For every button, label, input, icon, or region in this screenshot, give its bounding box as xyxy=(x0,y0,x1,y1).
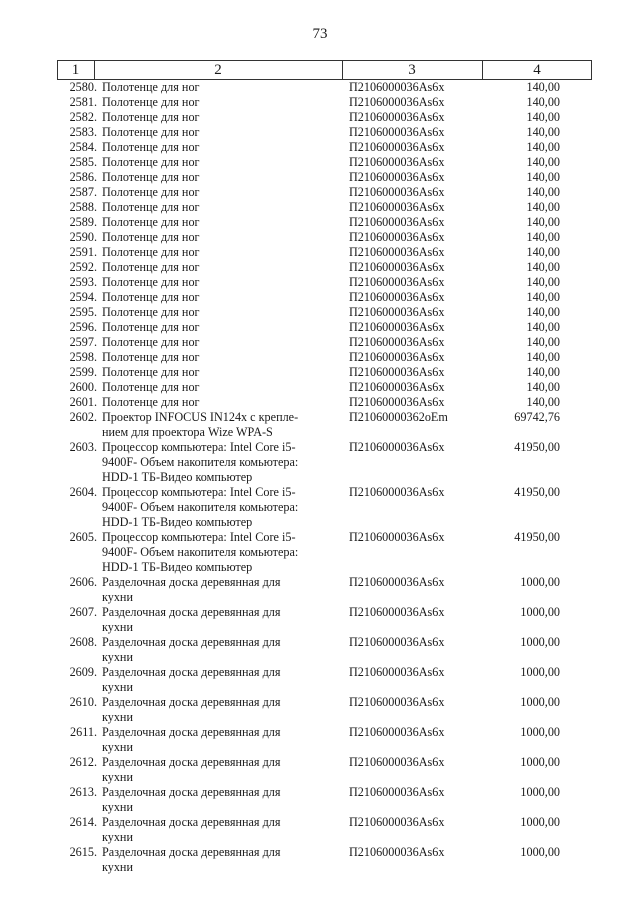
item-name-line: HDD-1 ТБ-Видео компьютер xyxy=(102,515,253,529)
row-number: 2582. xyxy=(69,110,97,124)
row-number: 2595. xyxy=(69,305,97,319)
row-number: 2609. xyxy=(69,665,97,679)
item-name-line: Полотенце для ног xyxy=(102,305,200,319)
row-number: 2602. xyxy=(69,410,97,424)
item-name xyxy=(102,95,322,110)
inventory-code: П2106000036Аs6x xyxy=(349,320,445,334)
table-row xyxy=(57,335,592,350)
header-col-2: 2 xyxy=(214,62,222,78)
item-name-line: Полотенце для ног xyxy=(102,320,200,334)
item-name-line: Полотенце для ног xyxy=(102,290,200,304)
item-name-line: Разделочная доска деревянная для xyxy=(102,695,281,709)
row-number: 2608. xyxy=(69,635,97,649)
page-number: 73 xyxy=(312,26,328,42)
item-value: 140,00 xyxy=(526,260,560,274)
item-value: 140,00 xyxy=(526,290,560,304)
item-name-line: Проектор INFOCUS IN124x с крепле- xyxy=(102,410,299,424)
item-value: 69742,76 xyxy=(514,410,560,424)
item-name-line: Полотенце для ног xyxy=(102,110,200,124)
row-number: 2603. xyxy=(69,440,97,454)
table-row xyxy=(57,125,592,140)
row-number: 2593. xyxy=(69,275,97,289)
item-name xyxy=(102,110,322,125)
row-number: 2580. xyxy=(69,80,97,94)
item-name xyxy=(102,605,322,635)
inventory-code: П2106000036Аs6x xyxy=(349,80,445,94)
inventory-code: П2106000036Аs6x xyxy=(349,725,445,739)
item-name-line: Полотенце для ног xyxy=(102,395,200,409)
item-value: 140,00 xyxy=(526,365,560,379)
inventory-code: П2106000036Аs6x xyxy=(349,605,445,619)
item-name-line: Процессор компьютера: Intel Core i5- xyxy=(102,530,296,544)
item-name xyxy=(102,695,322,725)
item-value: 140,00 xyxy=(526,200,560,214)
item-value: 1000,00 xyxy=(520,815,560,829)
item-value: 140,00 xyxy=(526,380,560,394)
row-number: 2589. xyxy=(69,215,97,229)
table-row xyxy=(57,725,592,755)
inventory-code: П2106000036Аs6x xyxy=(349,275,445,289)
item-name xyxy=(102,290,322,305)
table-row xyxy=(57,95,592,110)
table-row xyxy=(57,395,592,410)
table-row xyxy=(57,815,592,845)
row-number: 2584. xyxy=(69,140,97,154)
header-col-4: 4 xyxy=(533,62,541,78)
item-value: 41950,00 xyxy=(514,440,560,454)
item-value: 41950,00 xyxy=(514,485,560,499)
table-row xyxy=(57,755,592,785)
item-name xyxy=(102,155,322,170)
inventory-code: П2106000036Аs6x xyxy=(349,575,445,589)
table-row xyxy=(57,605,592,635)
inventory-code: П2106000036Аs6x xyxy=(349,110,445,124)
item-value: 140,00 xyxy=(526,395,560,409)
header-col-3: 3 xyxy=(408,62,416,78)
inventory-code: П2106000036Аs6x xyxy=(349,95,445,109)
table-row xyxy=(57,440,592,485)
item-name-line: Полотенце для ног xyxy=(102,380,200,394)
table-row xyxy=(57,230,592,245)
inventory-code: П2106000036Аs6x xyxy=(349,635,445,649)
inventory-code: П2106000036Аs6x xyxy=(349,695,445,709)
inventory-code: П2106000036Аs6x xyxy=(349,185,445,199)
item-name xyxy=(102,665,322,695)
item-value: 1000,00 xyxy=(520,785,560,799)
item-name-line: Разделочная доска деревянная для xyxy=(102,575,281,589)
table-row xyxy=(57,290,592,305)
item-value: 140,00 xyxy=(526,95,560,109)
item-value: 1000,00 xyxy=(520,695,560,709)
item-value: 41950,00 xyxy=(514,530,560,544)
row-number: 2581. xyxy=(69,95,97,109)
row-number: 2596. xyxy=(69,320,97,334)
row-number: 2597. xyxy=(69,335,97,349)
inventory-code: П2106000036Аs6x xyxy=(349,140,445,154)
item-name-line: Разделочная доска деревянная для xyxy=(102,665,281,679)
item-name-line: Процессор компьютера: Intel Core i5- xyxy=(102,485,296,499)
inventory-code: П2106000036Аs6x xyxy=(349,845,445,859)
item-name-line: Полотенце для ног xyxy=(102,125,200,139)
item-value: 140,00 xyxy=(526,125,560,139)
item-name xyxy=(102,215,322,230)
row-number: 2601. xyxy=(69,395,97,409)
row-number: 2586. xyxy=(69,170,97,184)
table-row xyxy=(57,170,592,185)
row-number: 2610. xyxy=(69,695,97,709)
row-number: 2591. xyxy=(69,245,97,259)
item-name-line: Разделочная доска деревянная для xyxy=(102,635,281,649)
inventory-code: П2106000036Аs6x xyxy=(349,230,445,244)
item-name xyxy=(102,335,322,350)
item-value: 140,00 xyxy=(526,335,560,349)
item-name xyxy=(102,275,322,290)
item-value: 140,00 xyxy=(526,350,560,364)
inventory-code: П2106000036Аs6x xyxy=(349,785,445,799)
item-name-line: кухни xyxy=(102,590,133,604)
item-name-line: кухни xyxy=(102,830,133,844)
item-value: 140,00 xyxy=(526,140,560,154)
inventory-code: П2106000036Аs6x xyxy=(349,350,445,364)
inventory-code: П2106000036Аs6x xyxy=(349,245,445,259)
item-value: 140,00 xyxy=(526,185,560,199)
inventory-code: П21060000362оЕm xyxy=(349,410,448,424)
row-number: 2607. xyxy=(69,605,97,619)
table-row xyxy=(57,845,592,875)
item-value: 1000,00 xyxy=(520,605,560,619)
item-name-line: кухни xyxy=(102,800,133,814)
row-number: 2611. xyxy=(70,725,97,739)
item-name xyxy=(102,125,322,140)
table-row xyxy=(57,410,592,440)
item-name xyxy=(102,170,322,185)
item-name xyxy=(102,380,322,395)
inventory-code: П2106000036Аs6x xyxy=(349,530,445,544)
header-col-1: 1 xyxy=(71,62,80,78)
item-name xyxy=(102,200,322,215)
inventory-code: П2106000036Аs6x xyxy=(349,200,445,214)
row-number: 2604. xyxy=(69,485,97,499)
item-value: 140,00 xyxy=(526,320,560,334)
item-name-line: Полотенце для ног xyxy=(102,365,200,379)
inventory-code: П2106000036Аs6x xyxy=(349,395,445,409)
item-name-line: Разделочная доска деревянная для xyxy=(102,725,281,739)
item-name xyxy=(102,140,322,155)
table-row xyxy=(57,380,592,395)
table-row xyxy=(57,275,592,290)
item-name xyxy=(102,320,322,335)
item-name-line: Полотенце для ног xyxy=(102,140,200,154)
item-name-line: Разделочная доска деревянная для xyxy=(102,785,281,799)
item-value: 1000,00 xyxy=(520,665,560,679)
row-number: 2588. xyxy=(69,200,97,214)
inventory-code: П2106000036Аs6x xyxy=(349,815,445,829)
item-name xyxy=(102,260,322,275)
table-row xyxy=(57,485,592,530)
inventory-code: П2106000036Аs6x xyxy=(349,125,445,139)
item-value: 140,00 xyxy=(526,170,560,184)
table-row xyxy=(57,530,592,575)
row-number: 2585. xyxy=(69,155,97,169)
item-name xyxy=(102,725,322,755)
item-name-line: Полотенце для ног xyxy=(102,155,200,169)
item-name xyxy=(102,635,322,665)
row-number: 2606. xyxy=(69,575,97,589)
item-name-line: Полотенце для ног xyxy=(102,245,200,259)
row-number: 2592. xyxy=(69,260,97,274)
item-name-line: Процессор компьютера: Intel Core i5- xyxy=(102,440,296,454)
item-name xyxy=(102,350,322,365)
inventory-code: П2106000036Аs6x xyxy=(349,170,445,184)
item-name-line: Полотенце для ног xyxy=(102,95,200,109)
item-value: 140,00 xyxy=(526,110,560,124)
table-header xyxy=(57,60,592,80)
inventory-code: П2106000036Аs6x xyxy=(349,215,445,229)
inventory-code: П2106000036Аs6x xyxy=(349,485,445,499)
inventory-code: П2106000036Аs6x xyxy=(349,260,445,274)
row-number: 2583. xyxy=(69,125,97,139)
inventory-code: П2106000036Аs6x xyxy=(349,380,445,394)
item-name-line: Полотенце для ног xyxy=(102,275,200,289)
item-name xyxy=(102,185,322,200)
item-name-line: Полотенце для ног xyxy=(102,80,200,94)
item-name-line: Полотенце для ног xyxy=(102,260,200,274)
item-name-line: Разделочная доска деревянная для xyxy=(102,755,281,769)
item-name xyxy=(102,80,322,95)
table-row xyxy=(57,140,592,155)
row-number: 2598. xyxy=(69,350,97,364)
item-value: 140,00 xyxy=(526,230,560,244)
inventory-code: П2106000036Аs6x xyxy=(349,755,445,769)
row-number: 2599. xyxy=(69,365,97,379)
inventory-code: П2106000036Аs6x xyxy=(349,290,445,304)
item-name-line: Полотенце для ног xyxy=(102,200,200,214)
item-name-line: Полотенце для ног xyxy=(102,335,200,349)
item-name-line: 9400F- Объем накопителя комьютера: xyxy=(102,455,299,469)
item-name-line: кухни xyxy=(102,710,133,724)
item-name-line: HDD-1 ТБ-Видео компьютер xyxy=(102,560,253,574)
inventory-code: П2106000036Аs6x xyxy=(349,440,445,454)
inventory-table xyxy=(57,60,592,875)
item-name-line: Полотенце для ног xyxy=(102,185,200,199)
item-name-line: Полотенце для ног xyxy=(102,215,200,229)
inventory-code: П2106000036Аs6x xyxy=(349,335,445,349)
item-value: 1000,00 xyxy=(520,725,560,739)
item-value: 1000,00 xyxy=(520,575,560,589)
item-name-line: Полотенце для ног xyxy=(102,350,200,364)
table-row xyxy=(57,785,592,815)
item-name xyxy=(102,440,322,485)
table-row xyxy=(57,245,592,260)
item-name-line: Разделочная доска деревянная для xyxy=(102,815,281,829)
item-value: 140,00 xyxy=(526,155,560,169)
item-name xyxy=(102,530,322,575)
item-name xyxy=(102,410,322,440)
item-name-line: нием для проектора Wize WPA-S xyxy=(102,425,273,439)
inventory-code: П2106000036Аs6x xyxy=(349,665,445,679)
table-row xyxy=(57,350,592,365)
item-value: 1000,00 xyxy=(520,845,560,859)
item-name xyxy=(102,755,322,785)
item-name xyxy=(102,245,322,260)
item-name-line: кухни xyxy=(102,740,133,754)
item-name-line: Разделочная доска деревянная для xyxy=(102,845,281,859)
item-name-line: Полотенце для ног xyxy=(102,170,200,184)
row-number: 2613. xyxy=(69,785,97,799)
table-row xyxy=(57,365,592,380)
table-row xyxy=(57,575,592,605)
item-value: 140,00 xyxy=(526,80,560,94)
row-number: 2594. xyxy=(69,290,97,304)
item-name xyxy=(102,305,322,320)
item-name-line: HDD-1 ТБ-Видео компьютер xyxy=(102,470,253,484)
inventory-code: П2106000036Аs6x xyxy=(349,305,445,319)
item-name-line: кухни xyxy=(102,620,133,634)
item-name xyxy=(102,485,322,530)
table-row xyxy=(57,200,592,215)
table-row xyxy=(57,155,592,170)
table-row xyxy=(57,695,592,725)
item-name-line: Разделочная доска деревянная для xyxy=(102,605,281,619)
row-number: 2587. xyxy=(69,185,97,199)
item-value: 140,00 xyxy=(526,215,560,229)
item-name-line: кухни xyxy=(102,860,133,874)
table-row xyxy=(57,110,592,125)
item-name-line: кухни xyxy=(102,680,133,694)
item-name-line: 9400F- Объем накопителя комьютера: xyxy=(102,545,299,559)
item-name xyxy=(102,230,322,245)
inventory-code: П2106000036Аs6x xyxy=(349,365,445,379)
row-number: 2590. xyxy=(69,230,97,244)
row-number: 2614. xyxy=(69,815,97,829)
item-value: 1000,00 xyxy=(520,635,560,649)
table-row xyxy=(57,320,592,335)
item-name xyxy=(102,395,322,410)
table-row xyxy=(57,80,592,95)
item-name-line: Полотенце для ног xyxy=(102,230,200,244)
row-number: 2615. xyxy=(69,845,97,859)
item-name-line: кухни xyxy=(102,770,133,784)
item-value: 140,00 xyxy=(526,275,560,289)
item-value: 1000,00 xyxy=(520,755,560,769)
row-number: 2612. xyxy=(69,755,97,769)
table-row xyxy=(57,305,592,320)
item-name xyxy=(102,785,322,815)
item-name xyxy=(102,845,322,875)
table-row xyxy=(57,185,592,200)
item-name-line: кухни xyxy=(102,650,133,664)
item-name-line: 9400F- Объем накопителя комьютера: xyxy=(102,500,299,514)
item-value: 140,00 xyxy=(526,305,560,319)
table-row xyxy=(57,635,592,665)
item-value: 140,00 xyxy=(526,245,560,259)
table-row xyxy=(57,260,592,275)
item-name xyxy=(102,815,322,845)
item-name xyxy=(102,575,322,605)
inventory-code: П2106000036Аs6x xyxy=(349,155,445,169)
table-body xyxy=(57,80,592,875)
item-name xyxy=(102,365,322,380)
row-number: 2600. xyxy=(69,380,97,394)
row-number: 2605. xyxy=(69,530,97,544)
table-row xyxy=(57,665,592,695)
table-row xyxy=(57,215,592,230)
